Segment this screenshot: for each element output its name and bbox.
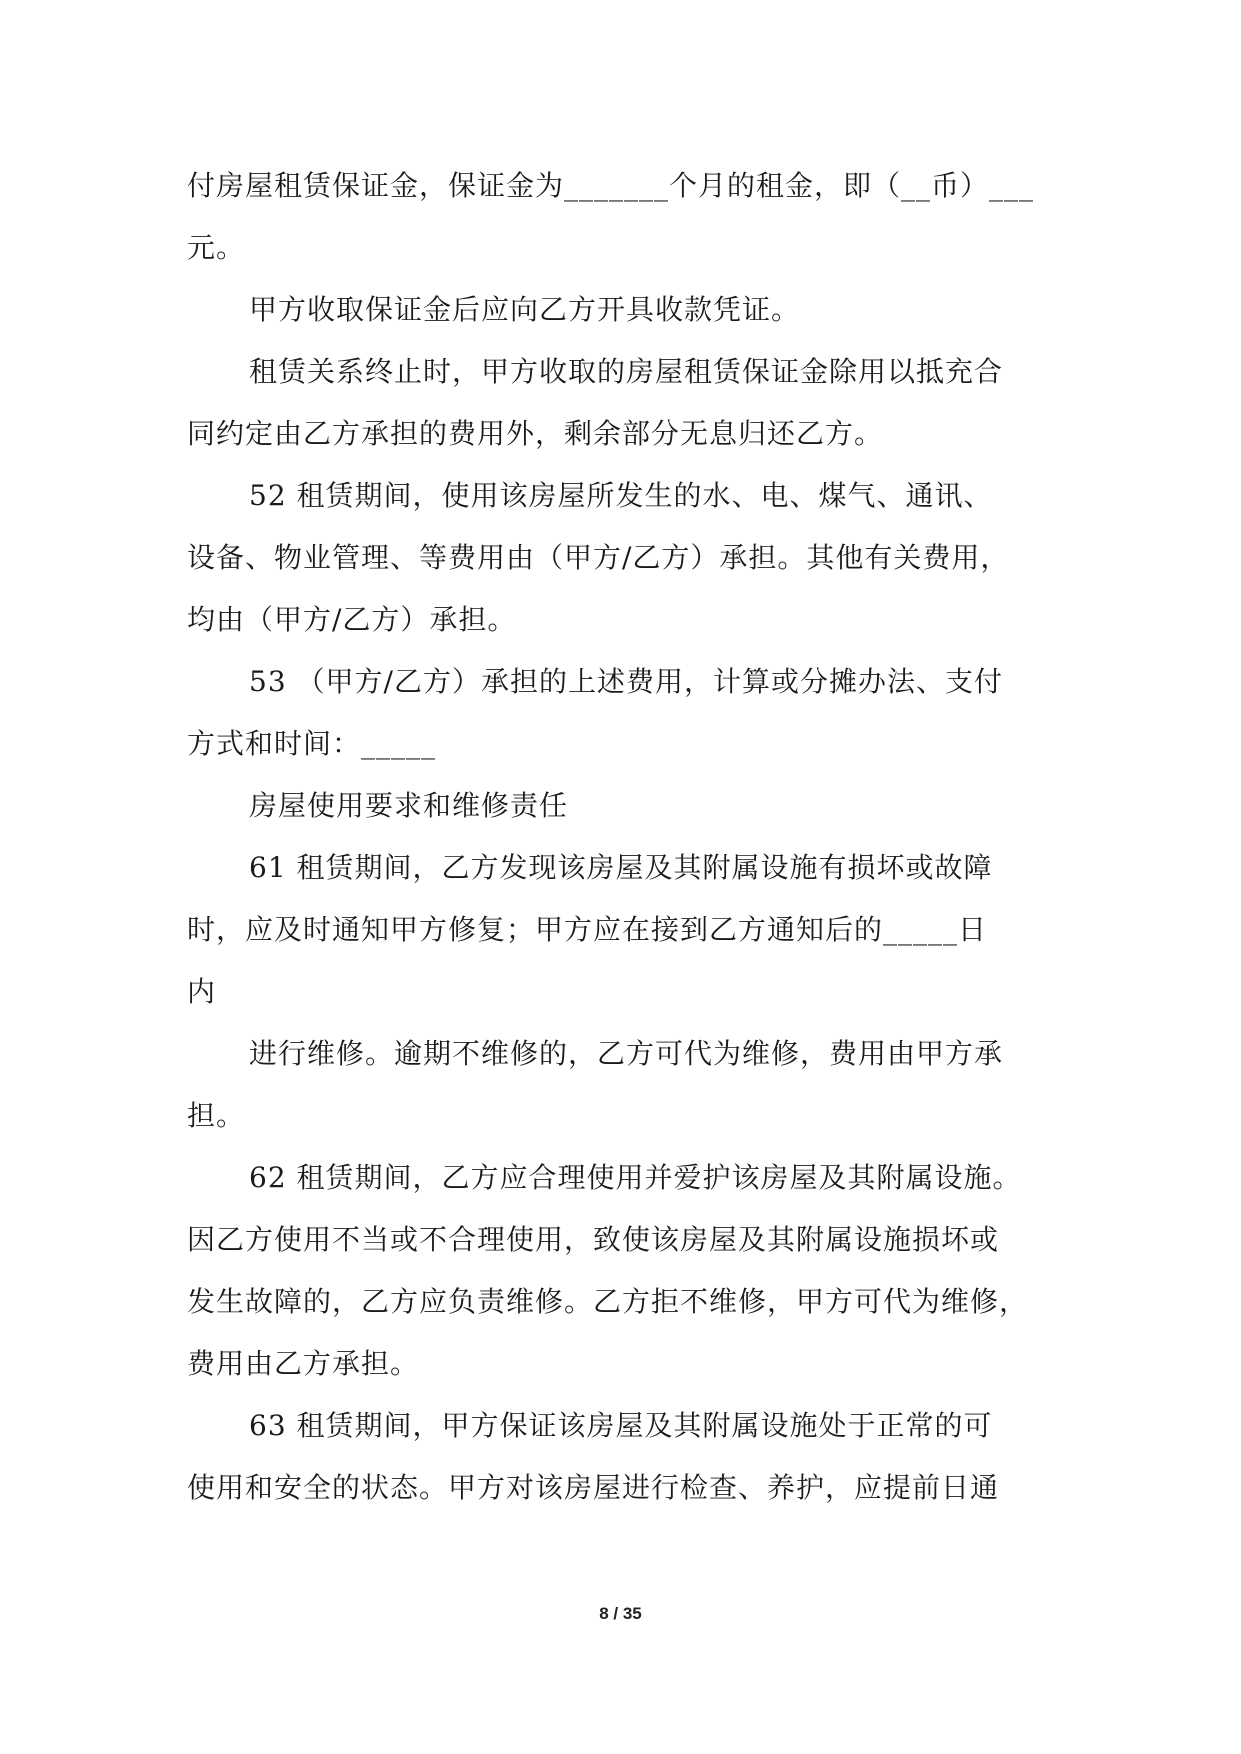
text-line: 因乙方使用不当或不合理使用，致使该房屋及其附属设施损坏或 bbox=[187, 1223, 1000, 1256]
text-line: 同约定由乙方承担的费用外，剩余部分无息归还乙方。 bbox=[187, 417, 884, 450]
text-line: 甲方收取保证金后应向乙方开具收款凭证。 bbox=[249, 293, 801, 326]
text-line: 设备、物业管理、等费用由（甲方/乙方）承担。其他有关费用， bbox=[187, 541, 1010, 574]
text-line: 进行维修。逾期不维修的，乙方可代为维修，费用由甲方承 bbox=[249, 1037, 1004, 1070]
body-text bbox=[187, 155, 1057, 1519]
text-line: 元。 bbox=[187, 231, 246, 264]
text-line: 发生故障的，乙方应负责维修。乙方拒不维修，甲方可代为维修， bbox=[187, 1285, 1029, 1318]
text-line: 付房屋租赁保证金，保证金为_______个月的租金，即（__币）___ bbox=[187, 169, 1035, 202]
page-number: 8 / 35 bbox=[599, 1604, 642, 1623]
text-line: 租赁关系终止时，甲方收取的房屋租赁保证金除用以抵充合 bbox=[249, 355, 1004, 388]
text-line: 方式和时间：_____ bbox=[187, 727, 437, 760]
text-line: 担。 bbox=[187, 1099, 246, 1132]
section-heading: 房屋使用要求和维修责任 bbox=[249, 789, 569, 822]
text-line: 使用和安全的状态。甲方对该房屋进行检查、养护，应提前日通 bbox=[187, 1471, 1000, 1504]
text-line: 53 （甲方/乙方）承担的上述费用，计算或分摊办法、支付 bbox=[249, 665, 1003, 698]
text-line: 时，应及时通知甲方修复；甲方应在接到乙方通知后的_____日 bbox=[187, 913, 988, 946]
text-line: 62 租赁期间，乙方应合理使用并爱护该房屋及其附属设施。 bbox=[249, 1161, 1022, 1194]
text-line: 61 租赁期间，乙方发现该房屋及其附属设施有损坏或故障 bbox=[249, 851, 993, 884]
text-line: 52 租赁期间，使用该房屋所发生的水、电、煤气、通讯、 bbox=[249, 479, 993, 512]
text-line: 内 bbox=[187, 975, 217, 1008]
text-line: 均由（甲方/乙方）承担。 bbox=[187, 603, 517, 636]
text-line: 费用由乙方承担。 bbox=[187, 1347, 420, 1380]
text-line: 63 租赁期间，甲方保证该房屋及其附属设施处于正常的可 bbox=[249, 1409, 993, 1442]
